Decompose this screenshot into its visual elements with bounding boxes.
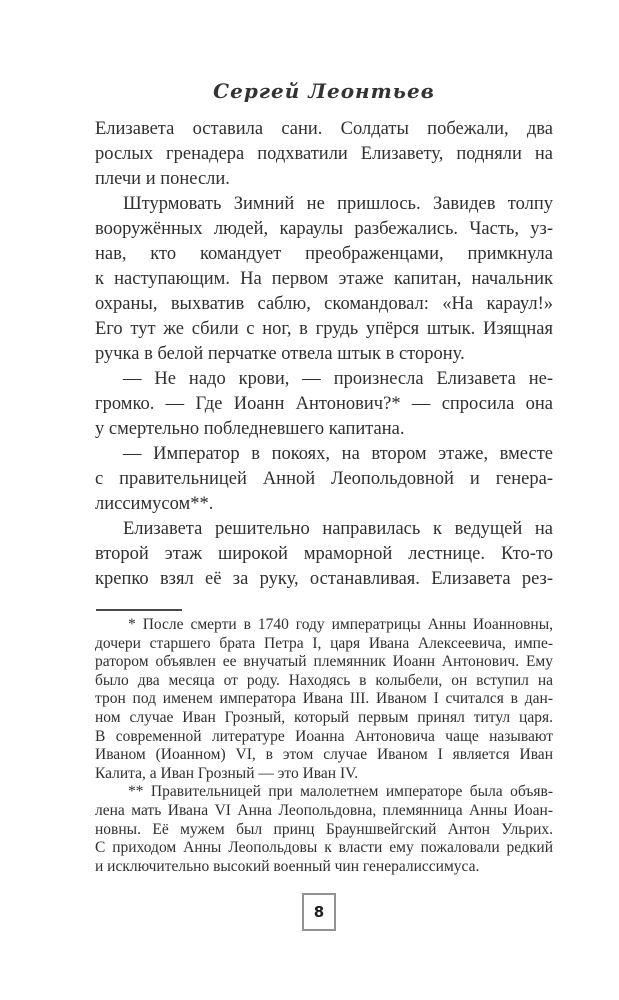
text-line: Его тут же сбили с ног, в грудь упёрся штык. Изящная	[95, 319, 553, 339]
text-line: С приходом Анны Леопольдовы к власти ему пожаловали редкий	[95, 839, 553, 857]
text-line: * После смерти в 1740 году императрицы Анны Иоанновны,	[128, 616, 553, 633]
body-text-block	[95, 117, 553, 592]
paragraph	[95, 517, 553, 592]
text-line: плечи и понесли.	[95, 169, 230, 189]
text-line: ручка в белой перчатке отвела штык в сторону.	[95, 344, 465, 364]
page-number: 8	[313, 903, 325, 921]
text-line: Елизавета решительно направилась к ведущей на	[123, 519, 553, 539]
text-line: Елизавета оставила сани. Солдаты побежали, два	[95, 119, 553, 139]
text-line: трон под именем императора Ивана III. Иваном I считался в дан-	[95, 690, 553, 708]
text-line: ** Правительницей при малолетнем императоре была объяв-	[128, 783, 553, 801]
text-line: ном случае Иван Грозный, который первым принял титул царя.	[95, 708, 553, 726]
text-line: громко. — Где Иоанн Антонович?* — спросила она	[95, 394, 553, 414]
footnote-separator	[96, 609, 182, 611]
text-line: у смертельно побледневшего капитана.	[95, 419, 405, 439]
text-line: вооружённых людей, караулы разбежались. Часть, уз-	[95, 219, 553, 239]
text-line: к наступающим. На первом этаже капитан, начальник	[95, 269, 553, 289]
text-line: Иваном (Иоанном) VI, в этом случае Иваном I является Иван	[95, 746, 553, 764]
text-line: лена мать Ивана VI Анна Леопольдовна, племянница Анны Иоан-	[95, 801, 553, 819]
text-line: с правительницей Анной Леопольдовной и генера-	[95, 469, 553, 489]
footnotes-block	[95, 616, 553, 876]
text-line: рослых гренадера подхватили Елизавету, подняли на	[95, 144, 553, 164]
text-line: — Император в покоях, на втором этаже, вместе	[123, 444, 553, 464]
running-header-author: Сергей Леонтьев	[213, 79, 435, 103]
paragraph	[95, 192, 553, 367]
text-line: Калита, а Иван Грозный — это Иван IV.	[95, 764, 359, 782]
text-line: дочери старшего брата Петра I, царя Ивана Алексеевича, импе-	[95, 634, 553, 652]
text-line: нав, кто командует преображенцами, примкнула	[95, 244, 553, 264]
text-line: ратором объявлен ее внучатый племянник Иоанн Антонович. Ему	[95, 653, 553, 671]
paragraph	[95, 367, 553, 442]
text-line: крепко взял её за руку, останавливая. Елизавета рез-	[95, 569, 553, 589]
paragraph	[95, 117, 553, 192]
paragraph	[95, 442, 553, 517]
text-line: лиссимусом**.	[95, 494, 214, 514]
page-number-box	[302, 893, 336, 931]
paragraph	[95, 783, 553, 876]
text-line: было два месяца от роду. Находясь в колыбели, он вступил на	[95, 671, 553, 689]
text-line: Штурмовать Зимний не пришлось. Завидев толпу	[123, 194, 553, 214]
text-line: охраны, выхватив саблю, скомандовал: «На караул!»	[95, 294, 553, 314]
text-line: В современной литературе Иоанна Антоновича чаще называют	[95, 727, 553, 745]
text-line: и исключительно высокий военный чин генералиссимуса.	[95, 857, 480, 875]
text-line: второй этаж широкой мраморной лестнице. Кто-то	[95, 544, 553, 564]
paragraph	[95, 616, 553, 783]
text-line: — Не надо крови, — произнесла Елизавета не-	[123, 369, 553, 389]
text-line: новны. Её мужем был принц Брауншвейгский Антон Ульрих.	[95, 820, 553, 838]
